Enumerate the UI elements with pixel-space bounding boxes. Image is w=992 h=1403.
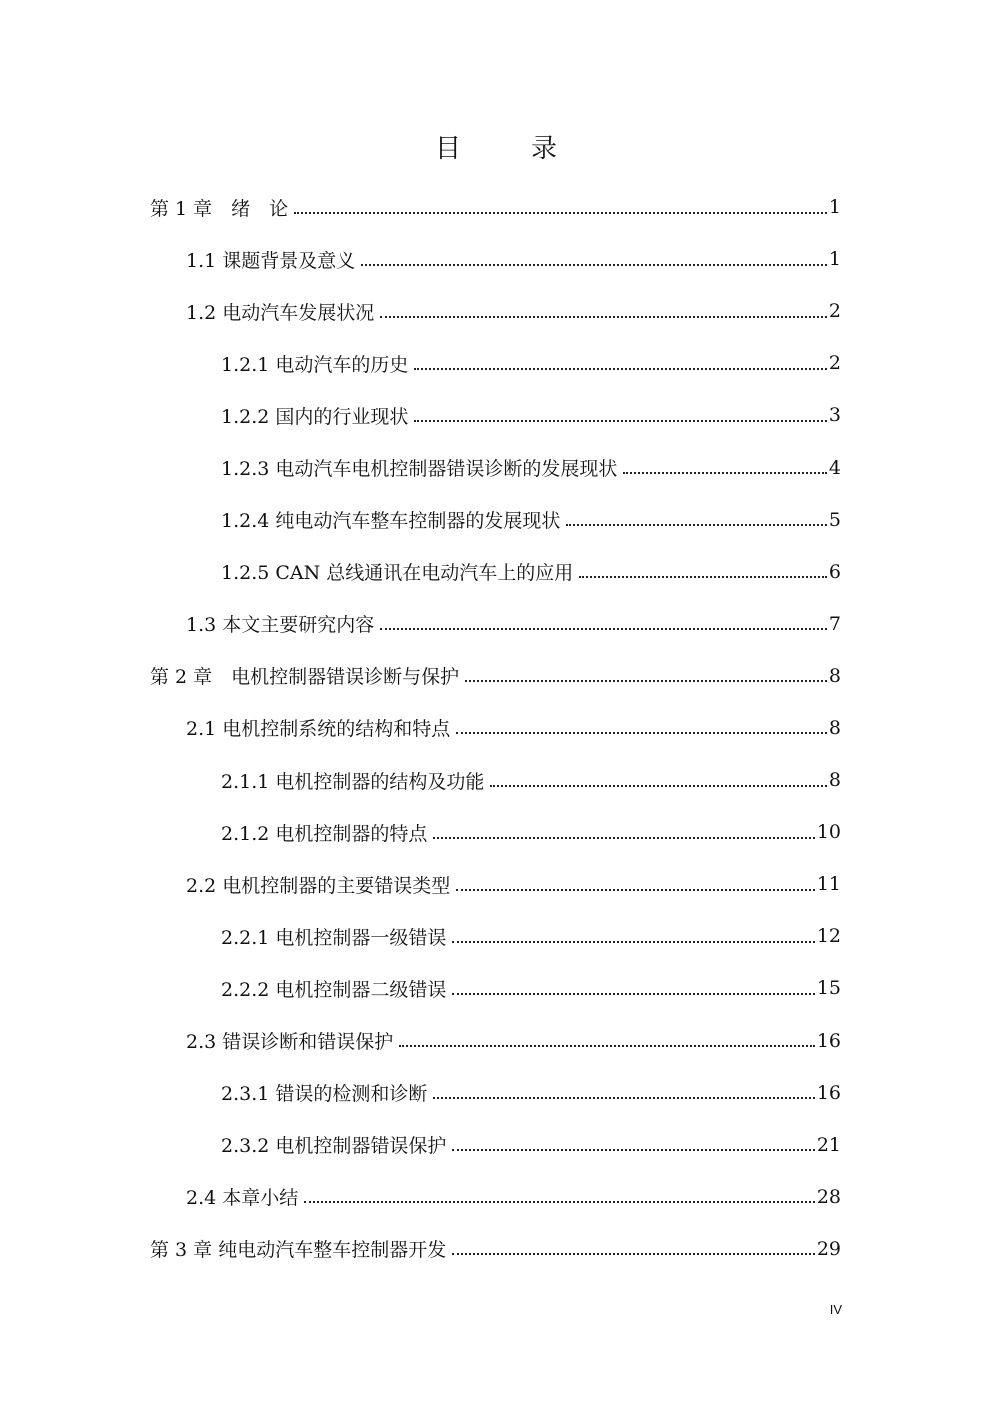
toc-entry-label: 第 1 章 绪 论 bbox=[150, 197, 289, 220]
toc-entry[interactable] bbox=[150, 441, 841, 493]
toc-entry[interactable] bbox=[150, 546, 841, 598]
toc-leader-dots bbox=[399, 1044, 815, 1047]
toc-entry-label: 1.3 本文主要研究内容 bbox=[186, 614, 375, 637]
toc-entry-page: 7 bbox=[828, 612, 841, 635]
toc-leader-dots bbox=[579, 575, 827, 578]
toc-entry-label: 1.2.3 电动汽车电机控制器错误诊断的发展现状 bbox=[221, 458, 618, 481]
toc-entry[interactable] bbox=[150, 962, 841, 1014]
toc-entry[interactable] bbox=[150, 1223, 841, 1275]
toc-entry-page: 5 bbox=[828, 508, 841, 531]
toc-leader-dots bbox=[294, 211, 827, 214]
toc-leader-dots bbox=[623, 471, 827, 474]
toc-entry-label: 第 3 章 纯电动汽车整车控制器开发 bbox=[150, 1239, 447, 1262]
toc-entry-label: 2.2 电机控制器的主要错误类型 bbox=[186, 874, 451, 897]
toc-entry[interactable] bbox=[150, 858, 841, 910]
toc-entry-label: 2.1.1 电机控制器的结构及功能 bbox=[221, 770, 485, 793]
toc-entry[interactable] bbox=[150, 702, 841, 754]
toc-entry[interactable] bbox=[150, 1119, 841, 1171]
toc-entry-page: 11 bbox=[816, 873, 841, 896]
toc-entry-label: 1.2.1 电动汽车的历史 bbox=[221, 353, 409, 376]
toc-entry-page: 8 bbox=[828, 716, 841, 739]
toc-entry[interactable] bbox=[150, 754, 841, 806]
toc-entry[interactable] bbox=[150, 1015, 841, 1067]
toc-entry-label: 2.2.2 电机控制器二级错误 bbox=[221, 978, 447, 1001]
toc-leader-dots bbox=[414, 367, 827, 370]
toc-entry[interactable] bbox=[150, 389, 841, 441]
toc-entry-page: 2 bbox=[828, 352, 841, 375]
toc-leader-dots bbox=[361, 263, 827, 266]
toc-entry-label: 2.3.1 错误的检测和诊断 bbox=[221, 1083, 428, 1106]
toc-entry-label: 1.2.5 CAN 总线通讯在电动汽车上的应用 bbox=[221, 562, 574, 585]
toc-leader-dots bbox=[452, 1252, 815, 1255]
page-number: IV bbox=[829, 1302, 842, 1317]
toc-entry[interactable] bbox=[150, 1171, 841, 1223]
toc-entry-label: 2.3 错误诊断和错误保护 bbox=[186, 1031, 394, 1054]
toc-leader-dots bbox=[433, 836, 814, 839]
toc-entry-label: 2.1 电机控制系统的结构和特点 bbox=[186, 718, 451, 741]
toc-entry-label: 2.3.2 电机控制器错误保护 bbox=[221, 1135, 447, 1158]
toc-leader-dots bbox=[433, 1096, 814, 1099]
toc-entry-page: 16 bbox=[816, 1029, 841, 1052]
toc-entry[interactable] bbox=[150, 1067, 841, 1119]
toc-entry-label: 2.1.2 电机控制器的特点 bbox=[221, 822, 428, 845]
toc-entry-page: 15 bbox=[816, 977, 841, 1000]
toc-leader-dots bbox=[566, 523, 827, 526]
toc-entry-page: 4 bbox=[828, 456, 841, 479]
toc-leader-dots bbox=[456, 888, 815, 891]
toc-entry-page: 21 bbox=[816, 1133, 841, 1156]
toc-entry-page: 3 bbox=[828, 404, 841, 427]
toc-entry-page: 8 bbox=[828, 664, 841, 687]
toc-entry[interactable] bbox=[150, 598, 841, 650]
toc-entry[interactable] bbox=[150, 494, 841, 546]
toc-entry-page: 12 bbox=[816, 925, 841, 948]
toc-entry-label: 2.4 本章小结 bbox=[186, 1187, 299, 1210]
toc-entry-label: 1.1 课题背景及意义 bbox=[186, 249, 356, 272]
toc-leader-dots bbox=[414, 419, 827, 422]
toc-entry-page: 1 bbox=[828, 196, 841, 219]
toc-entry-label: 1.2 电动汽车发展状况 bbox=[186, 301, 375, 324]
toc-entry-page: 6 bbox=[828, 560, 841, 583]
toc-entry-page: 8 bbox=[828, 769, 841, 792]
toc-entry-page: 28 bbox=[816, 1185, 841, 1208]
toc-entry-page: 16 bbox=[816, 1081, 841, 1104]
toc-entry[interactable] bbox=[150, 910, 841, 962]
toc-entry[interactable] bbox=[150, 233, 841, 285]
toc-entry-label: 第 2 章 电机控制器错误诊断与保护 bbox=[150, 666, 460, 689]
toc-title: 目 录 bbox=[434, 134, 579, 164]
toc-leader-dots bbox=[452, 992, 814, 995]
toc-entry-label: 1.2.2 国内的行业现状 bbox=[221, 405, 409, 428]
toc-leader-dots bbox=[452, 1148, 814, 1151]
toc-leader-dots bbox=[465, 679, 827, 682]
toc-entry-page: 1 bbox=[828, 248, 841, 271]
toc-entry[interactable] bbox=[150, 650, 841, 702]
toc-leader-dots bbox=[490, 784, 827, 787]
toc-entry[interactable] bbox=[150, 806, 841, 858]
toc-entry-label: 1.2.4 纯电动汽车整车控制器的发展现状 bbox=[221, 510, 561, 533]
toc-entry[interactable] bbox=[150, 181, 841, 233]
toc-leader-dots bbox=[380, 315, 827, 318]
toc-entry-label: 2.2.1 电机控制器一级错误 bbox=[221, 926, 447, 949]
toc-entry-page: 10 bbox=[816, 821, 841, 844]
toc-entry[interactable] bbox=[150, 285, 841, 337]
toc-leader-dots bbox=[304, 1200, 815, 1203]
toc-list bbox=[150, 181, 841, 1275]
toc-leader-dots bbox=[456, 731, 827, 734]
toc-entry[interactable] bbox=[150, 337, 841, 389]
toc-entry-page: 2 bbox=[828, 300, 841, 323]
toc-entry-page: 29 bbox=[816, 1237, 841, 1260]
toc-leader-dots bbox=[452, 940, 814, 943]
toc-leader-dots bbox=[380, 627, 827, 630]
